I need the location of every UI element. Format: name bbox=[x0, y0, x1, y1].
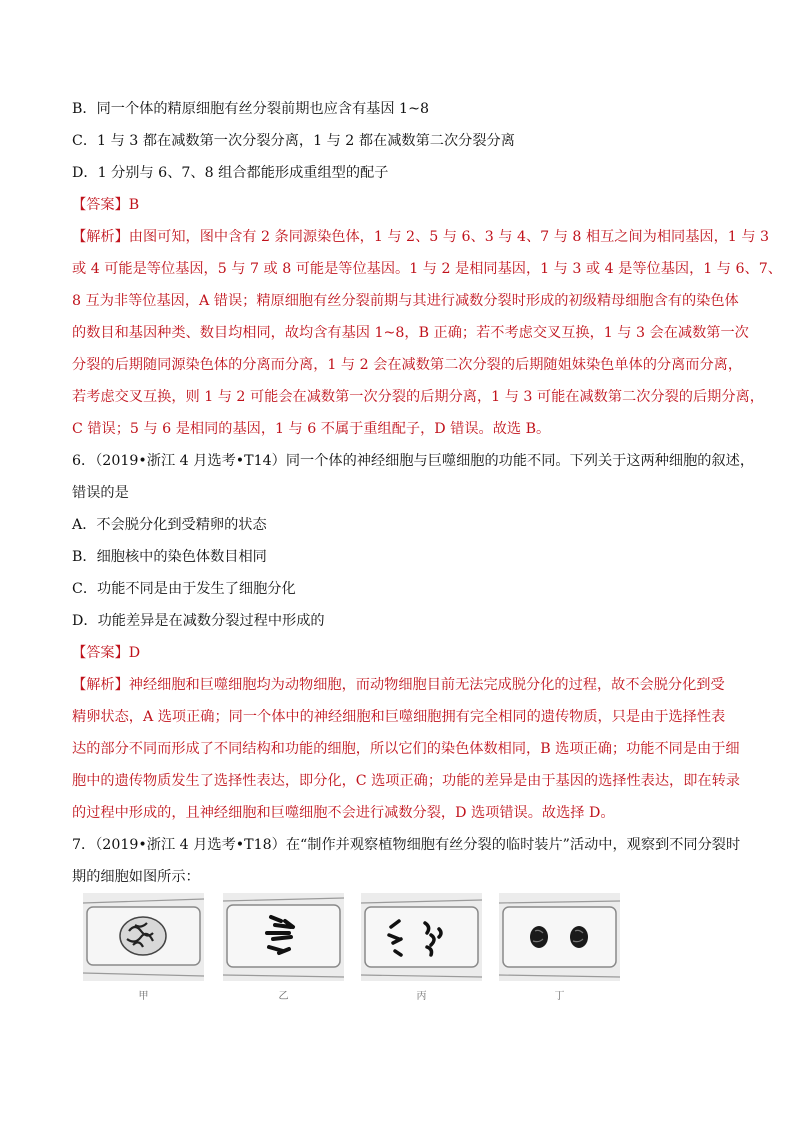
micrograph-bing bbox=[361, 893, 482, 981]
cell-image-bing bbox=[361, 893, 482, 981]
caption-bing: 丙 bbox=[416, 991, 427, 1002]
option-d-q6: D．功能差异是在减数分裂过程中形成的 bbox=[72, 613, 325, 629]
explanation-q5-line-2: 或 4 可能是等位基因，5 与 7 或 8 可能是等位基因。1 与 2 是相同基因，1 与 3 或 4 是等位基因，1 与 6、7、 bbox=[72, 261, 782, 277]
option-b-q6: B．细胞核中的染色体数目相同 bbox=[72, 549, 267, 565]
explanation-tag: 【解析】 bbox=[72, 677, 129, 693]
answer-value: D bbox=[128, 645, 141, 661]
explanation-q5-line-5: 分裂的后期随同源染色体的分离而分离，1 与 2 会在减数第二次分裂的后期随姐妹染色单体的分离而分离， bbox=[72, 357, 743, 373]
option-d-q5: D．1 分别与 6、7、8 组合都能形成重组型的配子 bbox=[72, 165, 389, 181]
cell-image-jia bbox=[83, 893, 204, 981]
answer-q6 bbox=[72, 643, 732, 663]
question-6-stem-cont: 错误的是 bbox=[72, 485, 129, 501]
explanation-q5-line-3: 8 互为非等位基因，A 错误；精原细胞有丝分裂前期与其进行减数分裂时形成的初级精母细胞含有的染色体 bbox=[72, 293, 739, 309]
micrograph-jia bbox=[83, 893, 204, 981]
cell-image-yi bbox=[223, 893, 344, 981]
explanation-q6-line-4: 胞中的遗传物质发生了选择性表达，即分化，C 选项正确；功能的差异是由于基因的选择性表达，即在转录 bbox=[72, 773, 740, 789]
explanation-q5-line-4: 的数目和基因种类、数目均相同，故均含有基因 1~8，B 正确；若不考虑交叉互换，1 与 3 会在减数第一次 bbox=[72, 325, 749, 341]
explanation-q5-line-7: C 错误；5 与 6 是相同的基因，1 与 6 不属于重组配子，D 错误。故选 B。 bbox=[72, 421, 551, 437]
caption-ding: 丁 bbox=[554, 991, 565, 1002]
explanation-q5-line-1: 【解析】由图可知，图中含有 2 条同源染色体，1 与 2、5 与 6、3 与 4、7 与 8 相互之间为相同基因，1 与 3 bbox=[72, 229, 770, 245]
option-a-q6: A．不会脱分化到受精卵的状态 bbox=[72, 517, 267, 533]
question-6-stem: 6．（2019•浙江 4 月选考•T14）同一个体的神经细胞与巨噬细胞的功能不同。下列关于这两种细胞的叙述， bbox=[72, 453, 755, 469]
answer-tag: 【答案】 bbox=[72, 197, 129, 213]
caption-jia: 甲 bbox=[138, 991, 149, 1002]
explanation-q6-line-5: 的过程中形成的，且神经细胞和巨噬细胞不会进行减数分裂，D 选项错误。故选择 D。 bbox=[72, 805, 615, 821]
option-b-q5: B．同一个体的精原细胞有丝分裂前期也应含有基因 1~8 bbox=[72, 101, 430, 117]
explanation-q5-line-6: 若考虑交叉互换，则 1 与 2 可能会在减数第一次分裂的后期分离，1 与 3 可能在减数第二次分裂的后期分离， bbox=[72, 389, 764, 405]
explanation-q6-line-3: 达的部分不同而形成了不同结构和功能的细胞，所以它们的染色体数相同，B 选项正确；功能不同是由于细 bbox=[72, 741, 740, 757]
micrograph-ding bbox=[499, 893, 620, 981]
answer-value: B bbox=[128, 197, 140, 213]
explanation-q6-line-1: 【解析】神经细胞和巨噬细胞均为动物细胞，而动物细胞目前无法完成脱分化的过程，故不会脱分化到受 bbox=[72, 677, 725, 693]
answer-tag: 【答案】 bbox=[72, 645, 129, 661]
micrograph-yi bbox=[223, 893, 344, 981]
question-7-stem-cont: 期的细胞如图所示： bbox=[72, 869, 200, 885]
caption-yi: 乙 bbox=[278, 991, 289, 1002]
question-7-stem: 7．（2019•浙江 4 月选考•T18）在“制作并观察植物细胞有丝分裂的临时装片”活动中，观察到不同分裂时 bbox=[72, 837, 741, 853]
option-c-q5: C．1 与 3 都在减数第一次分裂分离，1 与 2 都在减数第二次分裂分离 bbox=[72, 133, 515, 149]
cell-image-ding bbox=[499, 893, 620, 981]
cell-division-figures bbox=[83, 893, 623, 1013]
explanation-q6-line-2: 精卵状态，A 选项正确；同一个体中的神经细胞和巨噬细胞拥有完全相同的遗传物质，只是由于选择性表 bbox=[72, 709, 726, 725]
option-c-q6: C．功能不同是由于发生了细胞分化 bbox=[72, 581, 296, 597]
answer-q5 bbox=[72, 195, 732, 215]
explanation-tag: 【解析】 bbox=[72, 229, 129, 245]
